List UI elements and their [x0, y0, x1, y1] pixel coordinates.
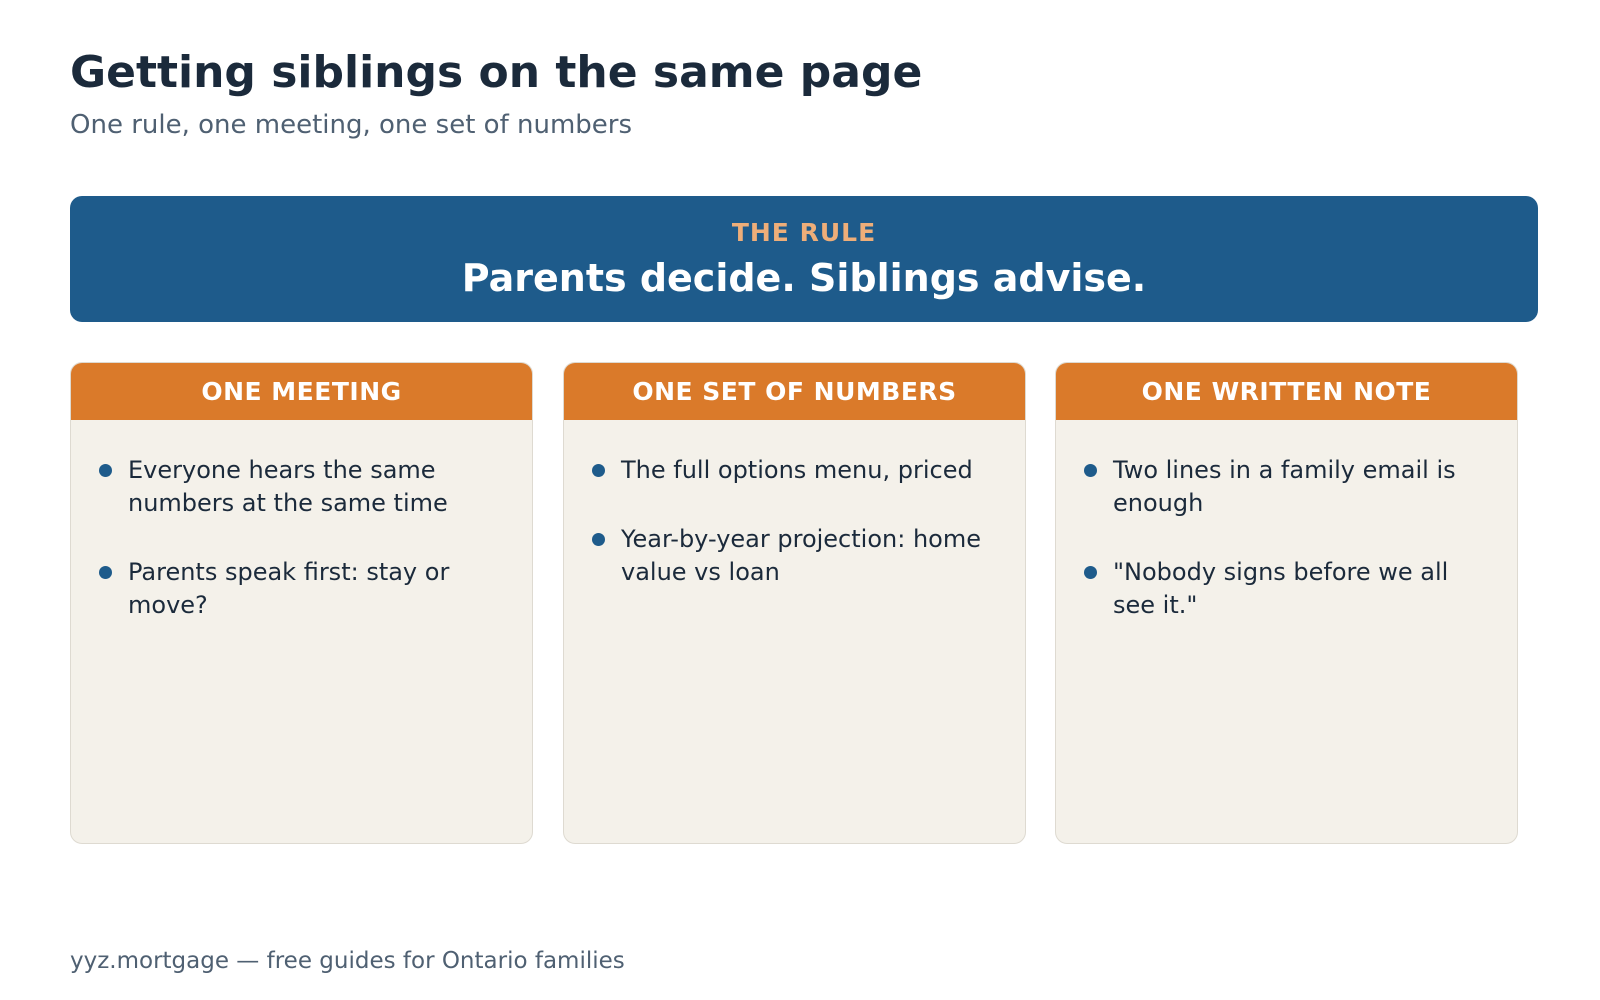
- bullet-dot-icon: [1084, 566, 1097, 579]
- page-title: Getting siblings on the same page: [70, 47, 923, 98]
- list-item-text: Parents speak first: stay or move?: [128, 558, 450, 619]
- page-subtitle: One rule, one meeting, one set of numbers: [70, 110, 633, 140]
- bullet-dot-icon: [99, 566, 112, 579]
- list-item-text: Year-by-year projection: home value vs loan: [621, 525, 981, 586]
- bullet-dot-icon: [592, 533, 605, 546]
- list-item-text: Everyone hears the same numbers at the same time: [128, 456, 448, 517]
- list-item-text: The full options menu, priced: [621, 456, 973, 484]
- list-item: [1083, 556, 1493, 622]
- card-title: ONE SET OF NUMBERS: [564, 363, 1025, 420]
- bullet-dot-icon: [1084, 464, 1097, 477]
- rule-label: THE RULE: [731, 218, 877, 247]
- list-item: [591, 523, 1001, 589]
- bullet-dot-icon: [99, 464, 112, 477]
- list-item-text: Two lines in a family email is enough: [1113, 456, 1456, 517]
- bullet-dot-icon: [592, 464, 605, 477]
- rule-text: Parents decide. Siblings advise.: [461, 256, 1147, 300]
- rule-banner: [70, 196, 1538, 322]
- list-item-text: "Nobody signs before we all see it.": [1113, 558, 1449, 619]
- card-one-written-note: [1055, 362, 1518, 844]
- card-one-meeting: [70, 362, 533, 844]
- list-item: [98, 556, 508, 622]
- list-item: [1083, 454, 1493, 520]
- card-one-set-of-numbers: [563, 362, 1026, 844]
- card-title: ONE WRITTEN NOTE: [1056, 363, 1517, 420]
- card-list: [1056, 420, 1517, 622]
- list-item: [591, 454, 1001, 487]
- card-list: [564, 420, 1025, 589]
- list-item: [98, 454, 508, 520]
- card-title: ONE MEETING: [71, 363, 532, 420]
- footer-text: yyz.mortgage — free guides for Ontario families: [70, 948, 625, 974]
- card-list: [71, 420, 532, 622]
